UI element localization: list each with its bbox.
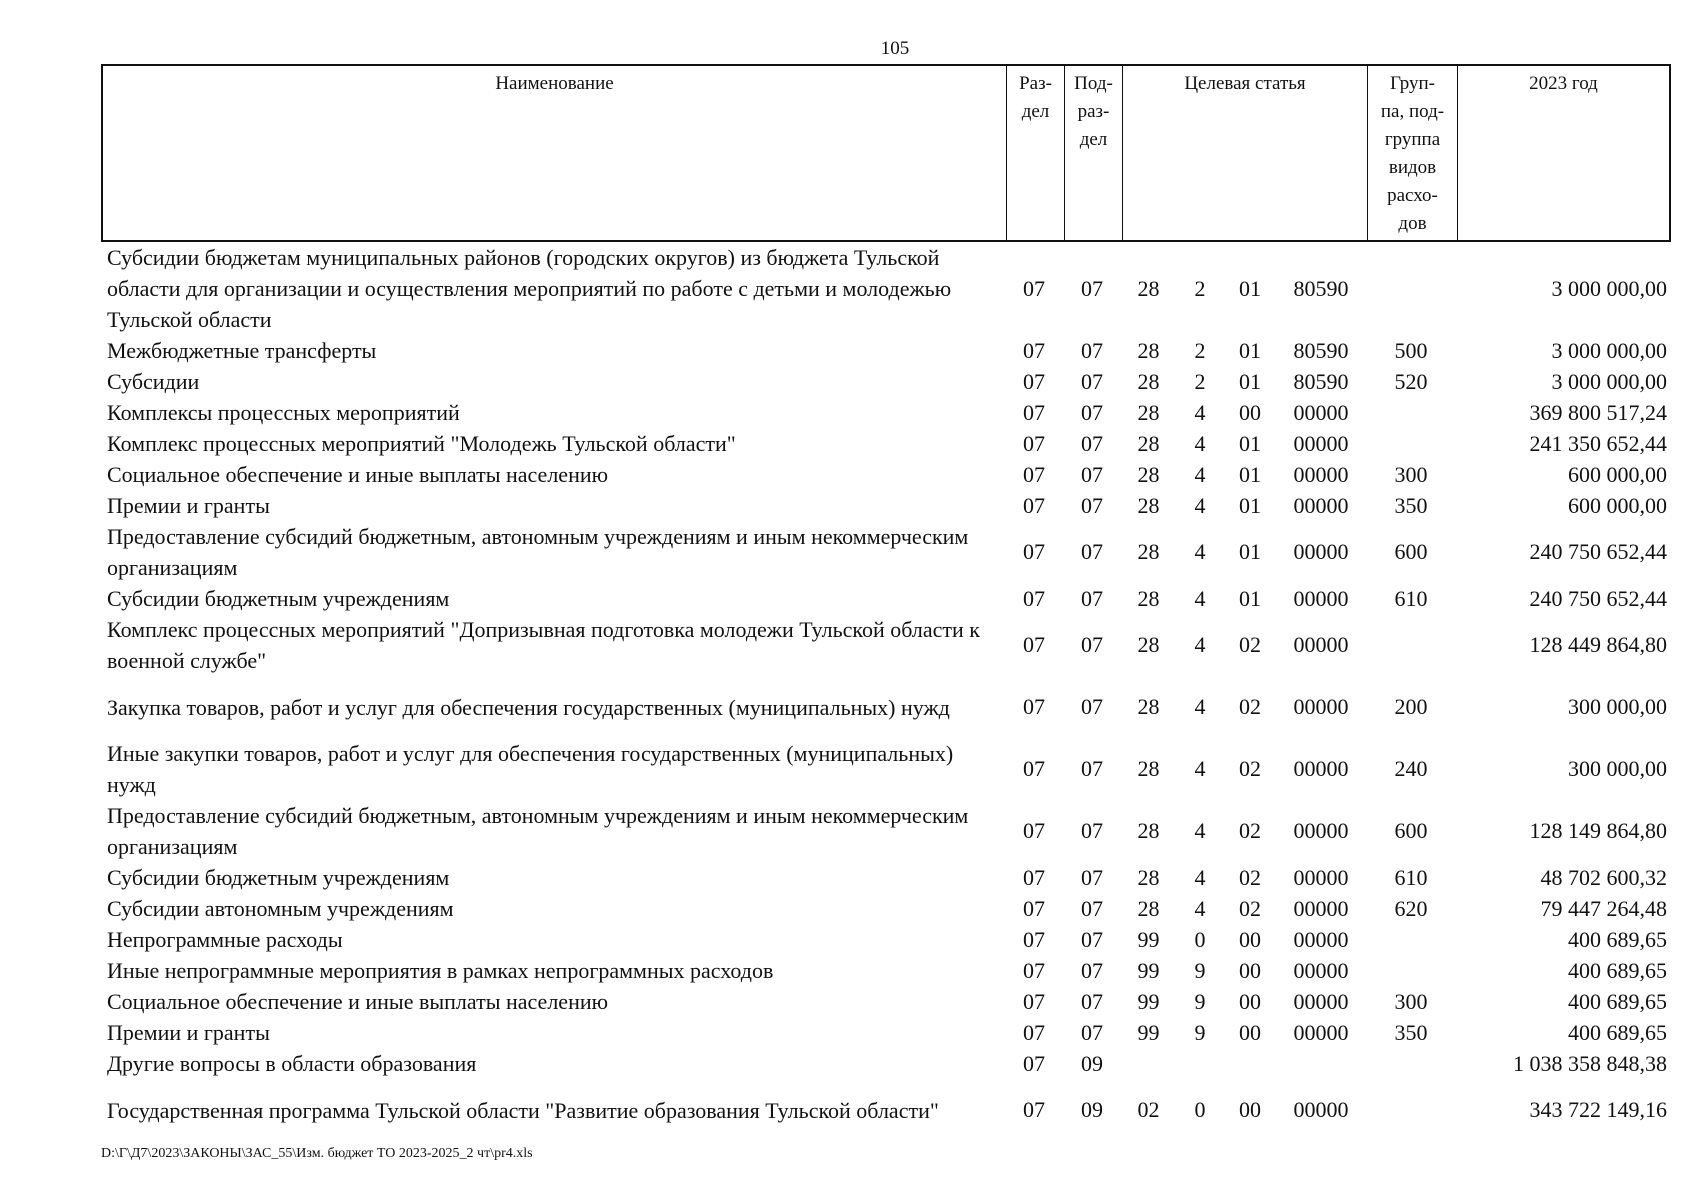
table-header [101, 64, 1671, 242]
row-target-program: 28 [1137, 756, 1160, 781]
row-expense-group: 610 [1394, 864, 1428, 890]
row-name: Комплекс процессных мероприятий "Допризывная подготовка молодежи Тульской области к военной службе" [107, 617, 980, 673]
row-podrazdel: 07 [1081, 694, 1103, 719]
header-podrazdel-line: раз- [1077, 101, 1110, 122]
row-amount: 128 149 864,80 [1529, 818, 1667, 843]
row-target-type: 4 [1194, 585, 1206, 611]
row-amount: 400 689,65 [1568, 926, 1667, 952]
row-expense-group: 600 [1394, 818, 1428, 843]
row-podrazdel: 07 [1081, 926, 1103, 952]
row-target-subprogram: 01 [1239, 539, 1261, 564]
footer-file-path: D:\Г\Д7\2023\ЗАКОНЫ\ЗАС_55\Изм. бюджет ТО 2023-2025_2 чт\pr4.xls [101, 1146, 533, 1161]
row-razdel: 07 [1023, 461, 1045, 487]
row-target-type: 9 [1194, 1019, 1206, 1045]
row-razdel: 07 [1023, 1050, 1045, 1076]
row-expense-group [1366, 242, 1456, 335]
row-name: Иные закупки товаров, работ и услуг для обеспечения государственных (муниципальных) нужд [107, 741, 954, 797]
row-name: Государственная программа Тульской области "Развитие образования Тульской области" [107, 1097, 939, 1123]
row-target-subprogram: 00 [1239, 926, 1261, 952]
header-group [1368, 66, 1458, 240]
row-podrazdel: 07 [1081, 632, 1103, 657]
row-target-program: 28 [1137, 430, 1160, 456]
row-razdel: 07 [1023, 399, 1045, 425]
header-name: Наименование [103, 66, 1007, 240]
row-podrazdel: 07 [1081, 864, 1103, 890]
header-razdel [1007, 66, 1065, 240]
row-target-direction: 00000 [1293, 864, 1349, 890]
row-podrazdel: 07 [1081, 818, 1103, 843]
row-expense-group [1366, 1079, 1456, 1141]
row-target-program: 28 [1137, 895, 1160, 921]
row-name: Премии и гранты [107, 493, 270, 518]
row-target-type [1176, 1048, 1224, 1079]
table-row [101, 1017, 1671, 1048]
row-amount: 240 750 652,44 [1529, 585, 1667, 611]
row-target-program: 28 [1137, 864, 1160, 890]
row-target-type: 4 [1194, 694, 1206, 719]
row-target-program: 99 [1137, 988, 1160, 1014]
row-expense-group: 520 [1394, 368, 1428, 394]
row-podrazdel: 09 [1081, 1097, 1103, 1122]
row-razdel: 07 [1023, 895, 1045, 921]
row-target-direction: 00000 [1293, 539, 1349, 564]
row-target-subprogram: 00 [1239, 1097, 1261, 1122]
row-target-direction: 00000 [1293, 492, 1349, 518]
row-target-direction: 00000 [1293, 399, 1349, 425]
row-target-type: 4 [1194, 632, 1206, 657]
row-target-direction: 00000 [1293, 694, 1349, 719]
row-target-type: 0 [1194, 1097, 1206, 1122]
row-target-program: 28 [1137, 632, 1160, 657]
row-target-subprogram: 01 [1239, 492, 1261, 518]
row-target-subprogram: 01 [1239, 368, 1261, 394]
row-expense-group: 350 [1394, 492, 1428, 518]
row-target-direction: 00000 [1293, 430, 1349, 456]
row-amount: 128 449 864,80 [1529, 632, 1667, 657]
row-expense-group [1366, 397, 1456, 428]
table-row [101, 800, 1671, 862]
row-target-direction: 00000 [1293, 1097, 1349, 1122]
row-target-direction: 80590 [1293, 337, 1349, 363]
row-amount: 1 038 358 848,38 [1513, 1050, 1667, 1076]
row-razdel: 07 [1023, 988, 1045, 1014]
row-amount: 3 000 000,00 [1551, 337, 1667, 363]
header-group-line: видов [1388, 157, 1437, 178]
row-name: Непрограммные расходы [107, 927, 343, 952]
row-expense-group: 500 [1394, 337, 1428, 363]
table-row [101, 335, 1671, 366]
table-row [101, 490, 1671, 521]
row-target-type: 9 [1194, 988, 1206, 1014]
header-target: Целевая статья [1123, 66, 1368, 240]
row-razdel: 07 [1023, 539, 1045, 564]
table-row [101, 1048, 1671, 1079]
row-target-subprogram: 00 [1239, 399, 1261, 425]
row-name: Комплексы процессных мероприятий [107, 400, 460, 425]
row-razdel: 07 [1023, 818, 1045, 843]
row-target-type: 4 [1194, 818, 1206, 843]
row-name: Закупка товаров, работ и услуг для обеспечения государственных (муниципальных) нужд [107, 694, 950, 720]
row-name: Предоставление субсидий бюджетным, автономным учреждениям и иным некоммерческим организациям [107, 803, 969, 859]
row-expense-group: 300 [1394, 988, 1428, 1014]
row-amount: 369 800 517,24 [1529, 399, 1667, 425]
row-podrazdel: 07 [1081, 430, 1103, 456]
row-target-program: 02 [1137, 1097, 1160, 1122]
row-razdel: 07 [1023, 337, 1045, 363]
header-razdel-line: дел [1021, 101, 1050, 122]
row-podrazdel: 07 [1081, 399, 1103, 425]
row-target-program: 28 [1137, 694, 1160, 719]
row-target-type: 2 [1194, 275, 1206, 301]
row-name: Комплекс процессных мероприятий "Молодежь Тульской области" [107, 431, 736, 456]
row-razdel: 07 [1023, 430, 1045, 456]
row-podrazdel: 09 [1081, 1050, 1103, 1076]
row-target-direction: 80590 [1293, 368, 1349, 394]
row-target-direction: 00000 [1293, 988, 1349, 1014]
row-expense-group [1366, 924, 1456, 955]
row-name: Субсидии бюджетам муниципальных районов (городских округов) из бюджета Тульской области для организации и осуществления мероприятий по работе с детьми и молодежью Тульской области [107, 245, 952, 332]
row-target-type: 4 [1194, 895, 1206, 921]
row-amount: 400 689,65 [1568, 1019, 1667, 1045]
row-amount: 600 000,00 [1568, 492, 1667, 518]
row-amount: 241 350 652,44 [1529, 430, 1667, 456]
header-podrazdel-line: Под- [1074, 73, 1113, 94]
table-row [101, 955, 1671, 986]
table-body [101, 242, 1671, 1141]
row-target-subprogram: 01 [1239, 461, 1261, 487]
row-razdel: 07 [1023, 275, 1045, 301]
row-podrazdel: 07 [1081, 368, 1103, 394]
row-expense-group: 300 [1394, 461, 1428, 487]
row-amount: 300 000,00 [1568, 756, 1667, 781]
row-target-subprogram: 02 [1239, 756, 1261, 781]
row-target-type: 9 [1194, 957, 1206, 983]
row-target-type: 4 [1194, 430, 1206, 456]
row-expense-group: 620 [1394, 895, 1428, 921]
row-podrazdel: 07 [1081, 957, 1103, 983]
table-row [101, 862, 1671, 893]
row-podrazdel: 07 [1081, 1019, 1103, 1045]
row-target-subprogram: 00 [1239, 988, 1261, 1014]
table-row [101, 428, 1671, 459]
table-row [101, 397, 1671, 428]
row-razdel: 07 [1023, 585, 1045, 611]
row-podrazdel: 07 [1081, 585, 1103, 611]
header-group-line: Груп- [1389, 73, 1436, 94]
row-target-type: 4 [1194, 492, 1206, 518]
row-target-type: 4 [1194, 864, 1206, 890]
row-expense-group: 350 [1394, 1019, 1428, 1045]
row-target-subprogram: 02 [1239, 632, 1261, 657]
row-name: Социальное обеспечение и иные выплаты населению [107, 989, 609, 1014]
row-razdel: 07 [1023, 756, 1045, 781]
row-target-program: 28 [1137, 275, 1160, 301]
row-target-type: 2 [1194, 337, 1206, 363]
row-podrazdel: 07 [1081, 337, 1103, 363]
row-podrazdel: 07 [1081, 492, 1103, 518]
row-razdel: 07 [1023, 632, 1045, 657]
table-row [101, 676, 1671, 738]
row-target-type: 0 [1194, 926, 1206, 952]
header-podrazdel [1065, 66, 1123, 240]
table-row [101, 738, 1671, 800]
row-podrazdel: 07 [1081, 895, 1103, 921]
row-target-type: 4 [1194, 399, 1206, 425]
header-group-line: группа [1384, 129, 1441, 150]
row-expense-group [1366, 1048, 1456, 1079]
row-target-program: 99 [1137, 1019, 1160, 1045]
row-expense-group [1366, 428, 1456, 459]
row-target-direction: 00000 [1293, 756, 1349, 781]
row-target-direction: 00000 [1293, 895, 1349, 921]
row-target-direction: 00000 [1293, 818, 1349, 843]
row-target-direction [1276, 1048, 1366, 1079]
row-expense-group: 200 [1394, 694, 1428, 719]
row-name: Субсидии бюджетным учреждениям [107, 586, 450, 611]
row-podrazdel: 07 [1081, 539, 1103, 564]
row-amount: 300 000,00 [1568, 694, 1667, 719]
row-name: Премии и гранты [107, 1020, 270, 1045]
row-expense-group [1366, 614, 1456, 676]
row-expense-group: 610 [1394, 585, 1428, 611]
row-target-program: 28 [1137, 337, 1160, 363]
row-target-program: 28 [1137, 818, 1160, 843]
row-target-type: 2 [1194, 368, 1206, 394]
row-target-program: 28 [1137, 585, 1160, 611]
row-amount: 48 702 600,32 [1540, 864, 1667, 890]
row-target-type: 4 [1194, 539, 1206, 564]
table-row [101, 924, 1671, 955]
row-amount: 400 689,65 [1568, 957, 1667, 983]
row-target-direction: 00000 [1293, 957, 1349, 983]
row-target-direction: 80590 [1293, 275, 1349, 301]
row-expense-group [1366, 955, 1456, 986]
row-expense-group: 240 [1394, 756, 1428, 781]
row-target-subprogram: 01 [1239, 275, 1261, 301]
row-amount: 240 750 652,44 [1529, 539, 1667, 564]
row-razdel: 07 [1023, 368, 1045, 394]
header-group-line: расхо- [1387, 185, 1438, 206]
row-target-direction: 00000 [1293, 1019, 1349, 1045]
row-target-subprogram: 00 [1239, 1019, 1261, 1045]
row-target-subprogram: 02 [1239, 864, 1261, 890]
row-razdel: 07 [1023, 1097, 1045, 1122]
row-target-type: 4 [1194, 756, 1206, 781]
table-row [101, 242, 1671, 335]
row-name: Социальное обеспечение и иные выплаты населению [107, 462, 609, 487]
row-target-program: 99 [1137, 957, 1160, 983]
row-target-subprogram: 01 [1239, 585, 1261, 611]
row-target-program: 99 [1137, 926, 1160, 952]
row-name: Другие вопросы в области образования [107, 1051, 477, 1076]
row-razdel: 07 [1023, 957, 1045, 983]
row-target-subprogram: 02 [1239, 895, 1261, 921]
header-group-line: дов [1398, 213, 1427, 234]
row-target-type: 4 [1194, 461, 1206, 487]
row-name: Межбюджетные трансферты [107, 338, 377, 363]
row-target-direction: 00000 [1293, 926, 1349, 952]
row-target-program: 28 [1137, 368, 1160, 394]
row-razdel: 07 [1023, 1019, 1045, 1045]
table-row [101, 614, 1671, 676]
row-name: Субсидии автономным учреждениям [107, 896, 454, 921]
row-target-program [1121, 1048, 1176, 1079]
row-name: Субсидии бюджетным учреждениям [107, 865, 450, 890]
row-name: Иные непрограммные мероприятия в рамках непрограммных расходов [107, 958, 774, 983]
row-target-program: 28 [1137, 399, 1160, 425]
table-row [101, 366, 1671, 397]
row-target-direction: 00000 [1293, 585, 1349, 611]
row-amount: 79 447 264,48 [1540, 895, 1667, 921]
row-target-subprogram: 02 [1239, 694, 1261, 719]
row-target-subprogram: 01 [1239, 337, 1261, 363]
row-amount: 3 000 000,00 [1551, 275, 1667, 301]
row-target-direction: 00000 [1293, 632, 1349, 657]
header-year: 2023 год [1529, 73, 1598, 94]
table-row [101, 521, 1671, 583]
table-row [101, 1079, 1671, 1141]
row-amount: 400 689,65 [1568, 988, 1667, 1014]
row-target-direction: 00000 [1293, 461, 1349, 487]
row-razdel: 07 [1023, 926, 1045, 952]
header-podrazdel-line: дел [1079, 129, 1108, 150]
row-target-subprogram: 01 [1239, 430, 1261, 456]
row-target-program: 28 [1137, 492, 1160, 518]
row-razdel: 07 [1023, 492, 1045, 518]
table-row [101, 583, 1671, 614]
table-row [101, 893, 1671, 924]
header-razdel-line: Раз- [1019, 73, 1052, 94]
row-podrazdel: 07 [1081, 756, 1103, 781]
row-name: Субсидии [107, 369, 200, 394]
row-target-subprogram: 02 [1239, 818, 1261, 843]
row-target-subprogram: 00 [1239, 957, 1261, 983]
row-target-program: 28 [1137, 461, 1160, 487]
row-razdel: 07 [1023, 694, 1045, 719]
row-target-program: 28 [1137, 539, 1160, 564]
row-podrazdel: 07 [1081, 461, 1103, 487]
row-expense-group: 600 [1394, 539, 1428, 564]
row-amount: 600 000,00 [1568, 461, 1667, 487]
header-group-line: па, под- [1380, 101, 1445, 122]
row-amount: 3 000 000,00 [1551, 368, 1667, 394]
row-amount: 343 722 149,16 [1529, 1097, 1667, 1122]
row-razdel: 07 [1023, 864, 1045, 890]
table-row [101, 986, 1671, 1017]
page-number: 105 [880, 38, 910, 59]
row-name: Предоставление субсидий бюджетным, автономным учреждениям и иным некоммерческим организациям [107, 524, 969, 580]
row-target-subprogram [1224, 1048, 1276, 1079]
row-podrazdel: 07 [1081, 988, 1103, 1014]
table-row [101, 459, 1671, 490]
row-podrazdel: 07 [1081, 275, 1103, 301]
